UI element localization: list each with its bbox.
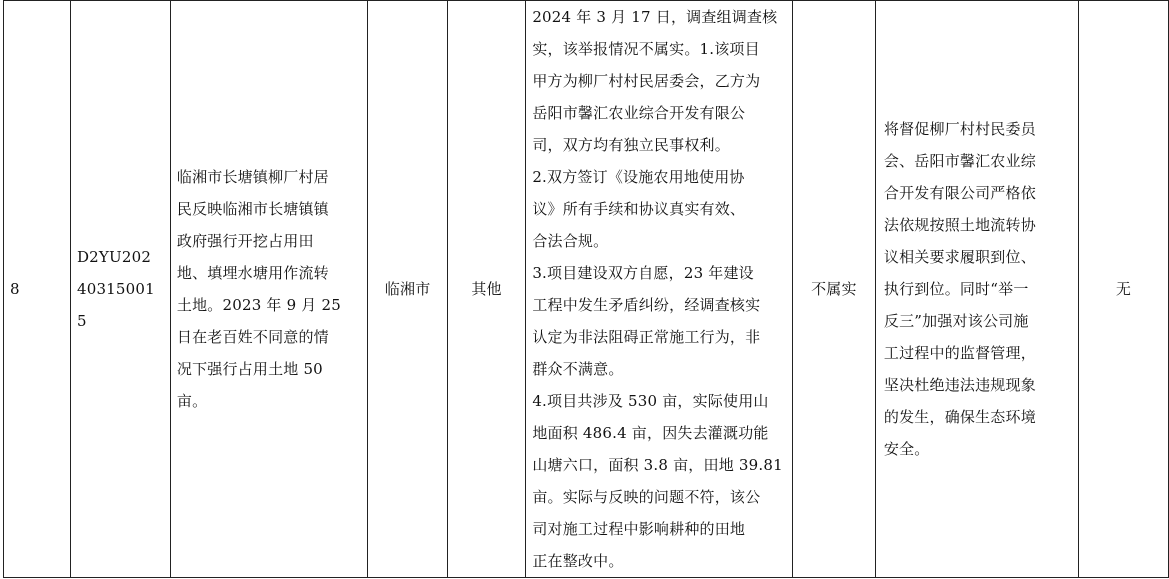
table-row	[4, 1, 1169, 578]
case-code-line: 40315001	[76, 280, 155, 298]
investigation-line: 2024 年 3 月 17 日，调查组调查核	[532, 8, 778, 26]
measures-line: 议相关要求履职到位、	[883, 248, 1036, 266]
investigation-line: 合法合规。	[532, 232, 609, 250]
measures-line: 安全。	[883, 440, 930, 458]
measures-line: 执行到位。同时“举一	[883, 280, 1029, 298]
complaint-table	[3, 0, 1169, 578]
investigation-line: 山塘六口，面积 3.8 亩，田地 39.81	[532, 456, 783, 474]
measures-line: 工过程中的监督管理，	[883, 344, 1036, 362]
measures-line: 的发生，确保生态环境	[883, 408, 1036, 426]
case-code	[70, 1, 170, 578]
investigation-line: 群众不满意。	[532, 360, 624, 378]
complaint-line: 亩。	[176, 392, 208, 410]
investigation-line: 司，双方均有独立民事权利。	[532, 136, 730, 154]
investigation-line: 正在整改中。	[532, 552, 624, 570]
investigation-line: 工程中发生矛盾纠纷，经调查核实	[532, 296, 761, 314]
complaint-line: 临湘市长塘镇柳厂村居	[176, 168, 329, 186]
investigation-line: 议》所有手续和协议真实有效、	[532, 200, 746, 218]
measures-line: 会、岳阳市馨汇农业综	[883, 152, 1036, 170]
investigation-line: 司对施工过程中影响耕种的田地	[532, 520, 746, 538]
measures-line: 合开发有限公司严格依	[883, 184, 1036, 202]
measures-line: 坚决杜绝违法违规现象	[883, 376, 1036, 394]
complaint-line: 民反映临湘市长塘镇镇	[176, 200, 329, 218]
investigation-line: 2.双方签订《设施农用地使用协	[532, 168, 745, 186]
district: 临湘市	[368, 1, 447, 578]
investigation-line: 实，该举报情况不属实。1.该项目	[532, 40, 760, 58]
case-code-line: 5	[76, 312, 87, 330]
row-number: 8	[4, 1, 71, 578]
measures-line: 将督促柳厂村村民委员	[883, 120, 1036, 138]
complaint-line: 土地。2023 年 9 月 25	[176, 296, 341, 314]
complaint-content	[170, 1, 368, 578]
investigation-line: 岳阳市馨汇农业综合开发有限公	[532, 104, 746, 122]
investigation-line: 地面积 486.4 亩，因失去灌溉功能	[532, 424, 769, 442]
complaint-line: 日在老百姓不同意的情	[176, 328, 329, 346]
accountability: 无	[1078, 1, 1168, 578]
investigation-line: 4.项目共涉及 530 亩，实际使用山	[532, 392, 769, 410]
complaint-line: 况下强行占用土地 50	[176, 360, 323, 378]
measures-line: 法依规按照土地流转协	[883, 216, 1036, 234]
measures-line: 反三”加强对该公司施	[883, 312, 1029, 330]
investigation-line: 甲方为柳厂村村民居委会，乙方为	[532, 72, 761, 90]
investigation-line: 3.项目建设双方自愿，23 年建设	[532, 264, 754, 282]
investigation-result	[526, 1, 793, 578]
investigation-line: 亩。实际与反映的问题不符，该公	[532, 488, 761, 506]
pollution-category: 其他	[447, 1, 526, 578]
verdict: 不属实	[792, 1, 875, 578]
complaint-line: 地、填埋水塘用作流转	[176, 264, 329, 282]
complaint-line: 政府强行开挖占用田	[176, 232, 314, 250]
investigation-line: 认定为非法阻碍正常施工行为，非	[532, 328, 761, 346]
case-code-line: D2YU202	[76, 248, 152, 266]
rectification-measures	[875, 1, 1078, 578]
